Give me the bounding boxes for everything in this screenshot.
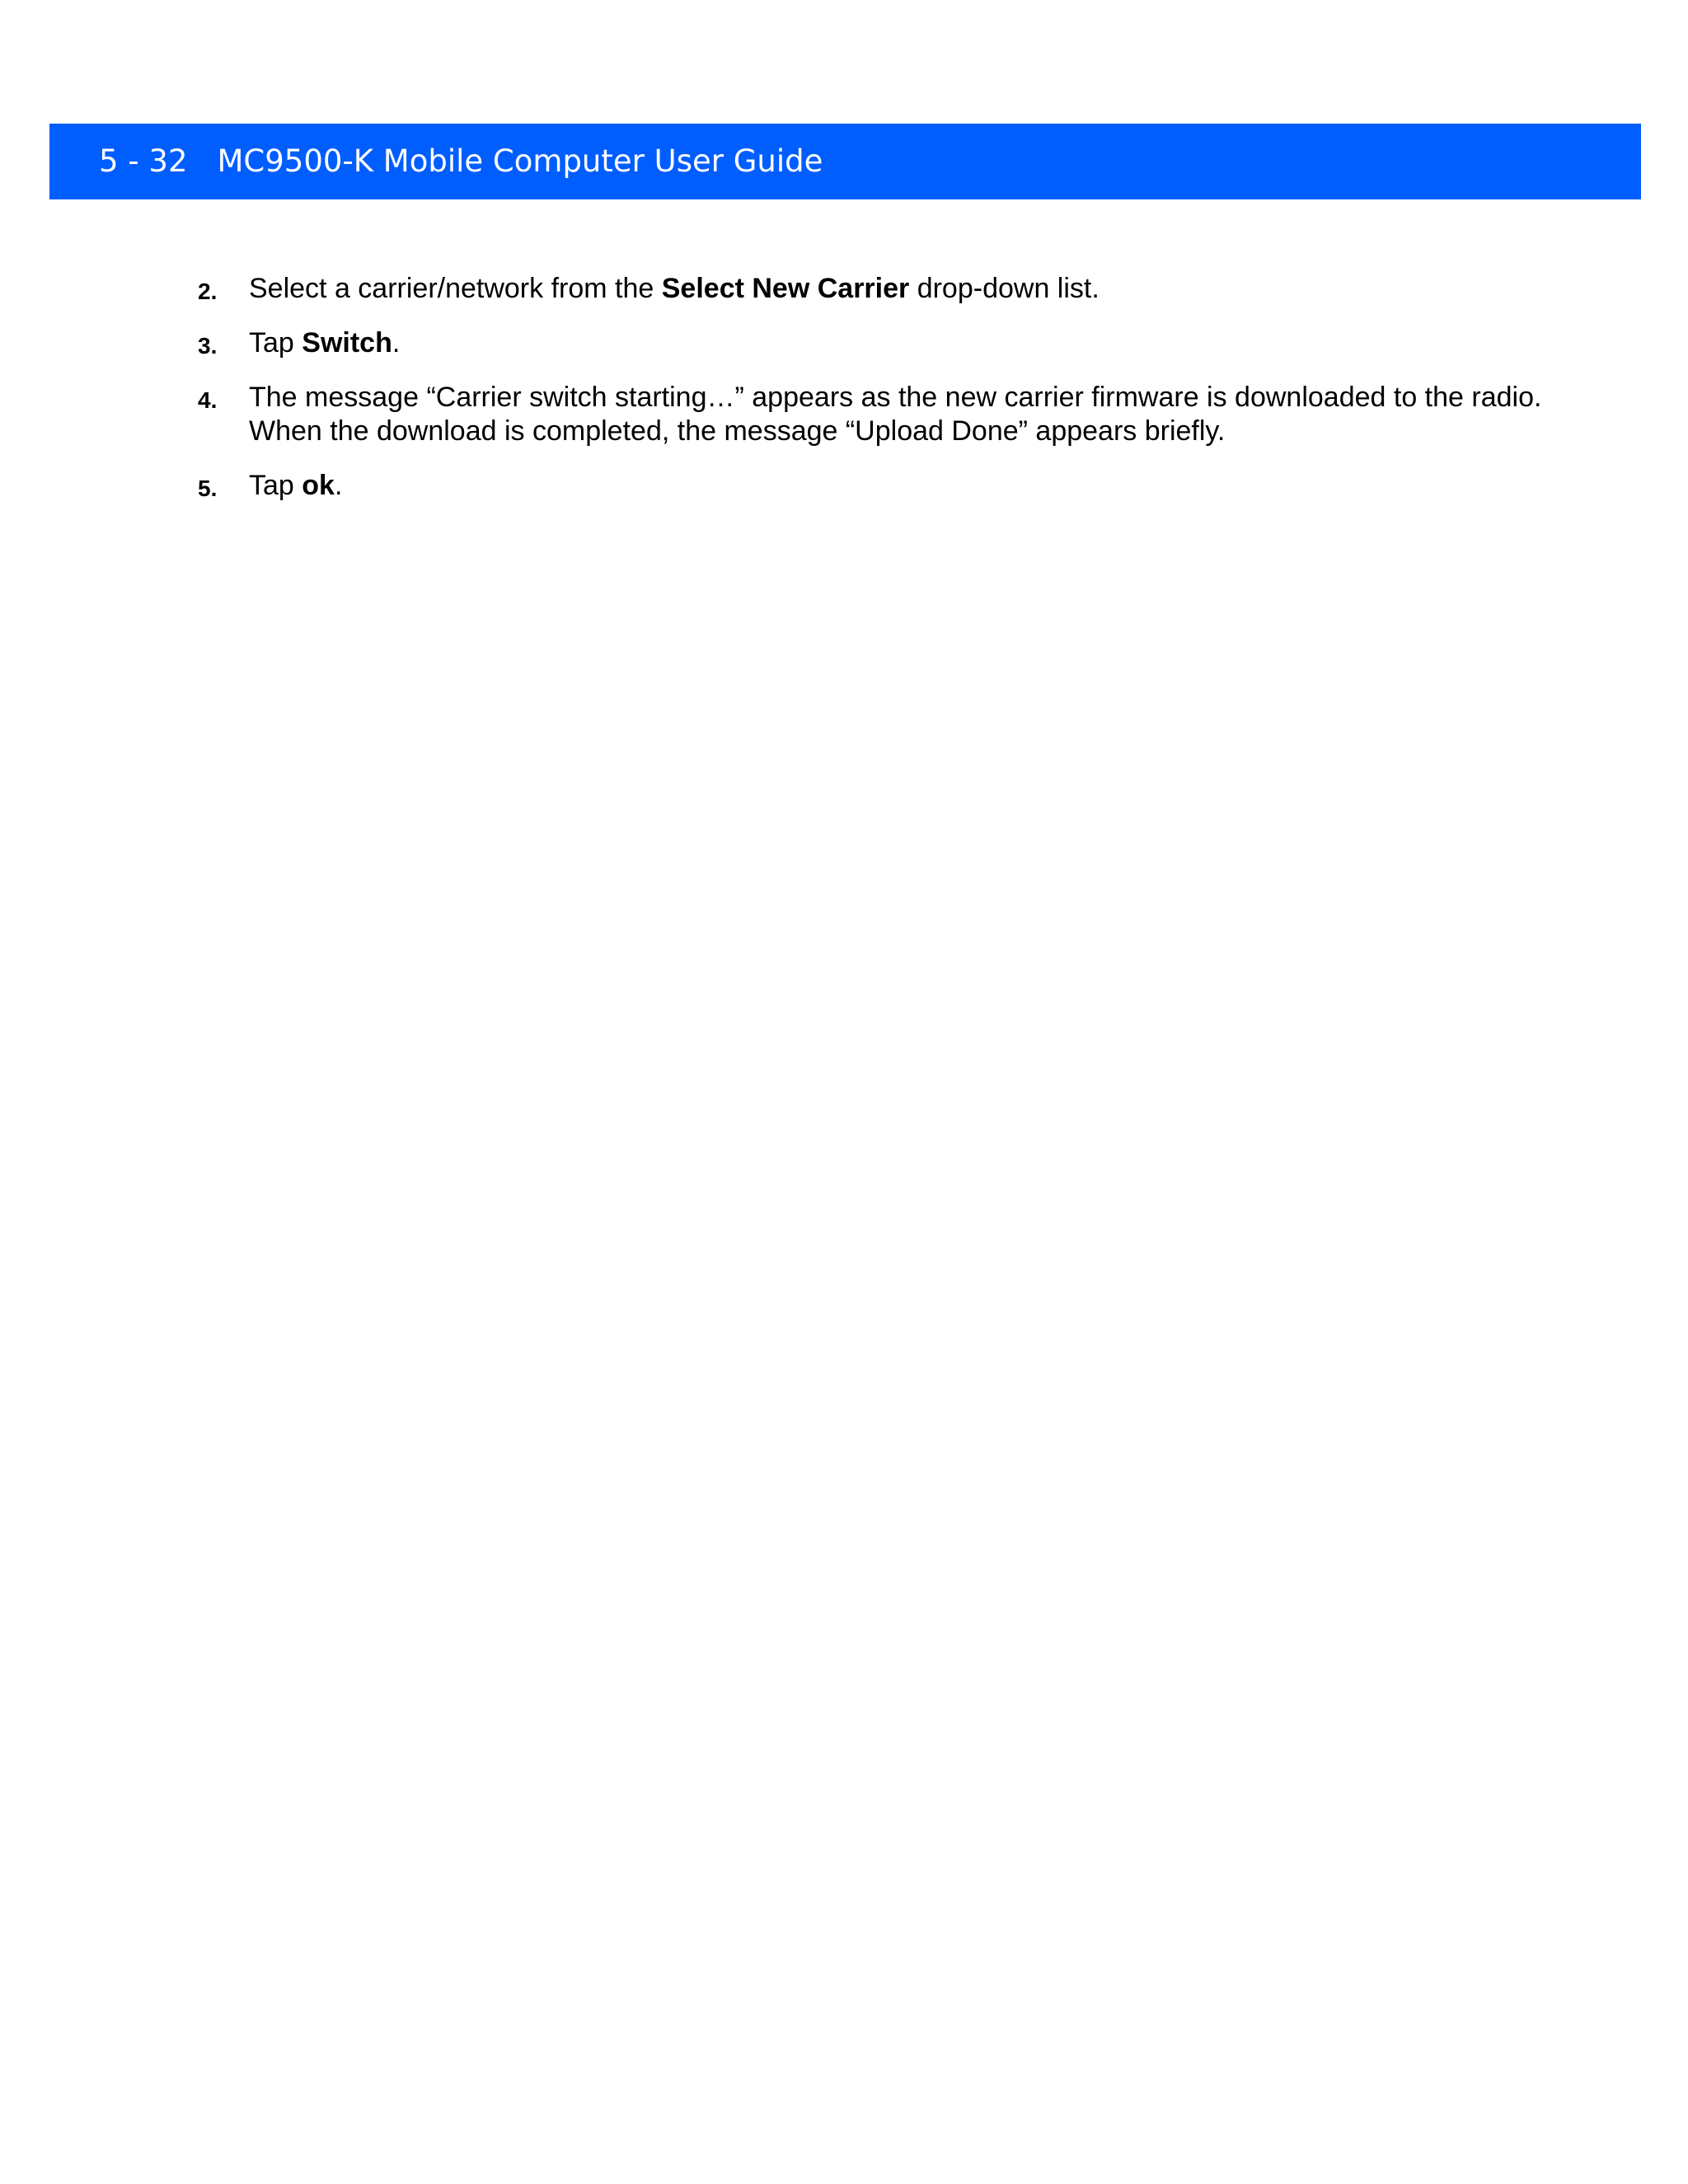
step-item	[198, 381, 1599, 448]
page-header-text	[99, 124, 823, 199]
step-item	[198, 272, 1599, 306]
step-item	[198, 469, 1599, 503]
step-text-before: Select a carrier/network from the	[249, 273, 662, 304]
step-text	[249, 273, 1100, 304]
step-text-bold: Select New Carrier	[661, 273, 910, 304]
step-number: 4.	[198, 387, 218, 413]
document-title: MC9500-K Mobile Computer User Guide	[217, 143, 823, 179]
step-text-after: .	[334, 470, 343, 501]
step-text-after: drop-down list.	[909, 273, 1100, 304]
step-text-bold: Switch	[302, 327, 392, 359]
step-text	[249, 327, 400, 359]
step-text-bold: ok	[302, 470, 335, 501]
step-text: The message “Carrier switch starting…” appears as the new carrier firmware is downloaded to the radio. When the download is completed, the message “Upload Done” appears briefly.	[249, 382, 1542, 447]
step-text-before: Tap	[249, 470, 302, 501]
page-number: 5 - 32	[99, 143, 188, 179]
step-number: 5.	[198, 476, 218, 501]
step-number: 3.	[198, 333, 218, 359]
step-number: 2.	[198, 279, 218, 304]
step-text-after: .	[392, 327, 401, 359]
instruction-steps	[198, 272, 1599, 523]
page-header-band	[49, 124, 1641, 199]
step-item	[198, 326, 1599, 360]
step-text	[249, 470, 342, 501]
step-text-before: Tap	[249, 327, 302, 359]
